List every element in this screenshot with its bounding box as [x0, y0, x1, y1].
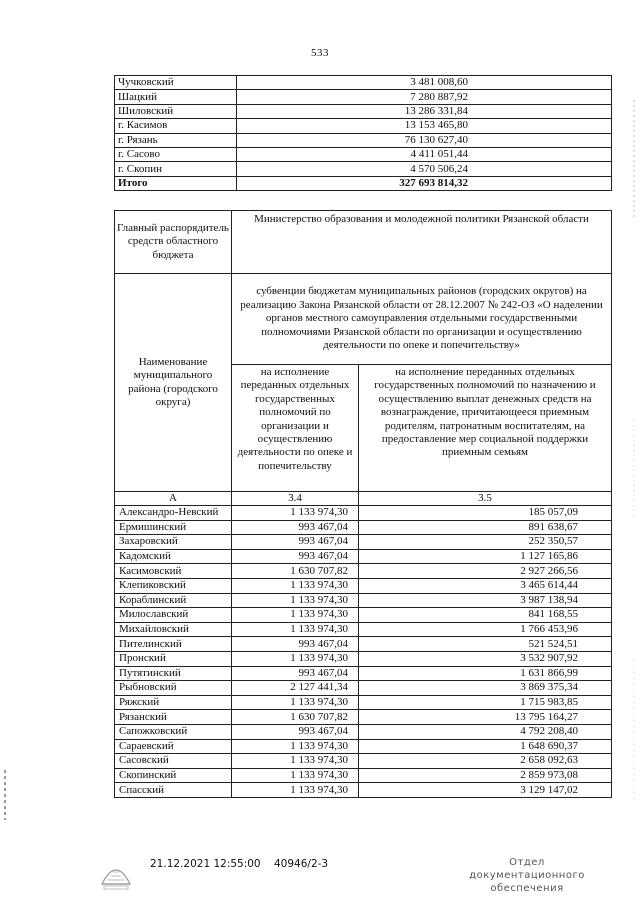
municipality-name: Сапожковский — [115, 724, 232, 739]
guardianship-amount: 1 133 974,30 — [232, 593, 359, 608]
table-row — [115, 783, 612, 798]
summary-row-value: 4 570 506,24 — [237, 162, 612, 176]
code-3-5: 3.5 — [359, 492, 612, 506]
foster-amount: 3 987 138,94 — [359, 593, 612, 608]
table-row — [115, 622, 612, 637]
foster-amount: 521 524,51 — [359, 637, 612, 652]
guardianship-amount: 993 467,04 — [232, 637, 359, 652]
foster-amount: 3 869 375,34 — [359, 681, 612, 696]
municipality-name: Сараевский — [115, 739, 232, 754]
foster-amount: 1 648 690,37 — [359, 739, 612, 754]
foster-amount: 2 859 973,08 — [359, 768, 612, 783]
table-row — [115, 681, 612, 696]
guardianship-amount: 993 467,04 — [232, 666, 359, 681]
guardianship-amount: 1 133 974,30 — [232, 651, 359, 666]
municipality-name: Спасский — [115, 783, 232, 798]
summary-row-value: 4 411 051,44 — [237, 147, 612, 161]
table-row — [115, 666, 612, 681]
municipality-name: Кораблинский — [115, 593, 232, 608]
summary-row-value: 13 153 465,80 — [237, 119, 612, 133]
summary-row — [115, 133, 612, 147]
column-codes-row — [115, 492, 612, 506]
guardianship-amount: 993 467,04 — [232, 724, 359, 739]
summary-total-value: 327 693 814,32 — [237, 176, 612, 190]
foster-amount: 2 927 266,56 — [359, 564, 612, 579]
table-row — [115, 506, 612, 521]
foster-amount: 185 057,09 — [359, 506, 612, 521]
foster-amount: 1 631 866,99 — [359, 666, 612, 681]
guardianship-amount: 1 630 707,82 — [232, 564, 359, 579]
municipality-name: Скопинский — [115, 768, 232, 783]
municipality-name: Захаровский — [115, 535, 232, 550]
summary-row-name: Чучковский — [115, 76, 237, 90]
municipality-name: Александро-Невский — [115, 506, 232, 521]
summary-row-name: г. Касимов — [115, 119, 237, 133]
municipality-name: Рязанский — [115, 710, 232, 725]
scan-edge-marks-icon — [630, 100, 638, 840]
table-row — [115, 549, 612, 564]
summary-row-name: г. Рязань — [115, 133, 237, 147]
department-stamp — [452, 856, 602, 895]
foster-amount: 3 129 147,02 — [359, 783, 612, 798]
table-row — [115, 593, 612, 608]
foster-amount: 4 792 208,40 — [359, 724, 612, 739]
guardianship-amount: 1 133 974,30 — [232, 768, 359, 783]
table-row — [115, 578, 612, 593]
foster-amount: 13 795 164,27 — [359, 710, 612, 725]
subvention-table — [114, 210, 612, 798]
table-row — [115, 637, 612, 652]
municipality-name: Ермишинский — [115, 520, 232, 535]
summary-total-row — [115, 176, 612, 190]
guardianship-amount: 1 133 974,30 — [232, 695, 359, 710]
page-number: 533 — [311, 47, 329, 59]
guardianship-amount: 1 133 974,30 — [232, 578, 359, 593]
guardianship-amount: 1 133 974,30 — [232, 622, 359, 637]
subvention-title: субвенции бюджетам муниципальных районов (городских округов) на реализацию Закона Рязанской области от 28.12.2007 № 242-ОЗ «О наделении органов местного самоуправления отдельными государственными полномочиями Рязанской области по организации и осуществлению деятельности по опеке и попечительству» — [232, 274, 612, 365]
municipality-name: Клепиковский — [115, 578, 232, 593]
guardianship-amount: 993 467,04 — [232, 549, 359, 564]
footer-timestamp: 21.12.2021 12:55:00 — [150, 858, 261, 870]
municipality-name: Путятинский — [115, 666, 232, 681]
foster-amount: 3 532 907,92 — [359, 651, 612, 666]
table-row — [115, 695, 612, 710]
foster-amount: 1 127 165,86 — [359, 549, 612, 564]
distributor-row — [115, 211, 612, 274]
foster-amount: 252 350,57 — [359, 535, 612, 550]
summary-total-label: Итого — [115, 176, 237, 190]
guardianship-amount: 2 127 441,34 — [232, 681, 359, 696]
municipality-name: Рыбновский — [115, 681, 232, 696]
table-row — [115, 724, 612, 739]
summary-row — [115, 104, 612, 118]
distributor-value: Министерство образования и молодежной политики Рязанской области — [232, 211, 612, 274]
guardianship-amount: 1 630 707,82 — [232, 710, 359, 725]
table-row — [115, 608, 612, 623]
guardianship-amount: 1 133 974,30 — [232, 783, 359, 798]
code-a: А — [115, 492, 232, 506]
table-row — [115, 651, 612, 666]
municipality-name: Михайловский — [115, 622, 232, 637]
table-row — [115, 535, 612, 550]
table-row — [115, 739, 612, 754]
guardianship-amount: 1 133 974,30 — [232, 608, 359, 623]
summary-row — [115, 162, 612, 176]
table-row — [115, 564, 612, 579]
summary-row-name: Шиловский — [115, 104, 237, 118]
summary-row — [115, 76, 612, 90]
foster-amount: 841 168,55 — [359, 608, 612, 623]
foster-amount: 891 638,67 — [359, 520, 612, 535]
guardianship-amount: 993 467,04 — [232, 520, 359, 535]
stamp-line-2: обеспечения — [490, 883, 564, 894]
municipality-name: Милославский — [115, 608, 232, 623]
scan-left-marks-icon — [2, 770, 8, 830]
guardianship-amount: 1 133 974,30 — [232, 739, 359, 754]
summary-row — [115, 147, 612, 161]
table-row — [115, 520, 612, 535]
foster-amount: 3 465 614,44 — [359, 578, 612, 593]
summary-row-name: Шацкий — [115, 90, 237, 104]
summary-row — [115, 90, 612, 104]
table-row — [115, 754, 612, 769]
municipality-name: Ряжский — [115, 695, 232, 710]
summary-row — [115, 119, 612, 133]
table-row — [115, 768, 612, 783]
distributor-label: Главный распорядитель средств областного бюджета — [115, 211, 232, 274]
foster-amount: 1 766 453,96 — [359, 622, 612, 637]
summary-table — [114, 75, 612, 191]
municipality-name: Пителинский — [115, 637, 232, 652]
summary-row-name: г. Сасово — [115, 147, 237, 161]
summary-row-value: 3 481 008,60 — [237, 76, 612, 90]
emblem-logo-icon — [96, 852, 136, 892]
municipality-name: Касимовский — [115, 564, 232, 579]
municipality-name: Сасовский — [115, 754, 232, 769]
footer-doc-id: 40946/2-3 — [274, 858, 329, 870]
guardianship-amount: 993 467,04 — [232, 535, 359, 550]
foster-amount: 2 658 092,63 — [359, 754, 612, 769]
foster-amount: 1 715 983,85 — [359, 695, 612, 710]
municipality-name: Кадомский — [115, 549, 232, 564]
municipality-name: Пронский — [115, 651, 232, 666]
code-3-4: 3.4 — [232, 492, 359, 506]
municipality-label: Наименование муниципального района (городского округа) — [115, 274, 232, 492]
summary-row-value: 76 130 627,40 — [237, 133, 612, 147]
summary-row-value: 7 280 887,92 — [237, 90, 612, 104]
stamp-line-1: Отдел документационного — [469, 857, 585, 881]
guardianship-amount: 1 133 974,30 — [232, 754, 359, 769]
summary-row-value: 13 286 331,84 — [237, 104, 612, 118]
col-foster-label: на исполнение переданных отдельных государственных полномочий по назначению и осуществлению выплат денежных средств на вознаграждение, причитающееся приемным родителям, патронатным воспитателям, на предоставление мер социальной поддержки приемным семьям — [359, 365, 612, 492]
col-guardianship-label: на исполнение переданных отдельных государственных полномочий по организации и осуществлению деятельности по опеке и попечительству — [232, 365, 359, 492]
subvention-title-row — [115, 274, 612, 365]
guardianship-amount: 1 133 974,30 — [232, 506, 359, 521]
table-row — [115, 710, 612, 725]
summary-row-name: г. Скопин — [115, 162, 237, 176]
